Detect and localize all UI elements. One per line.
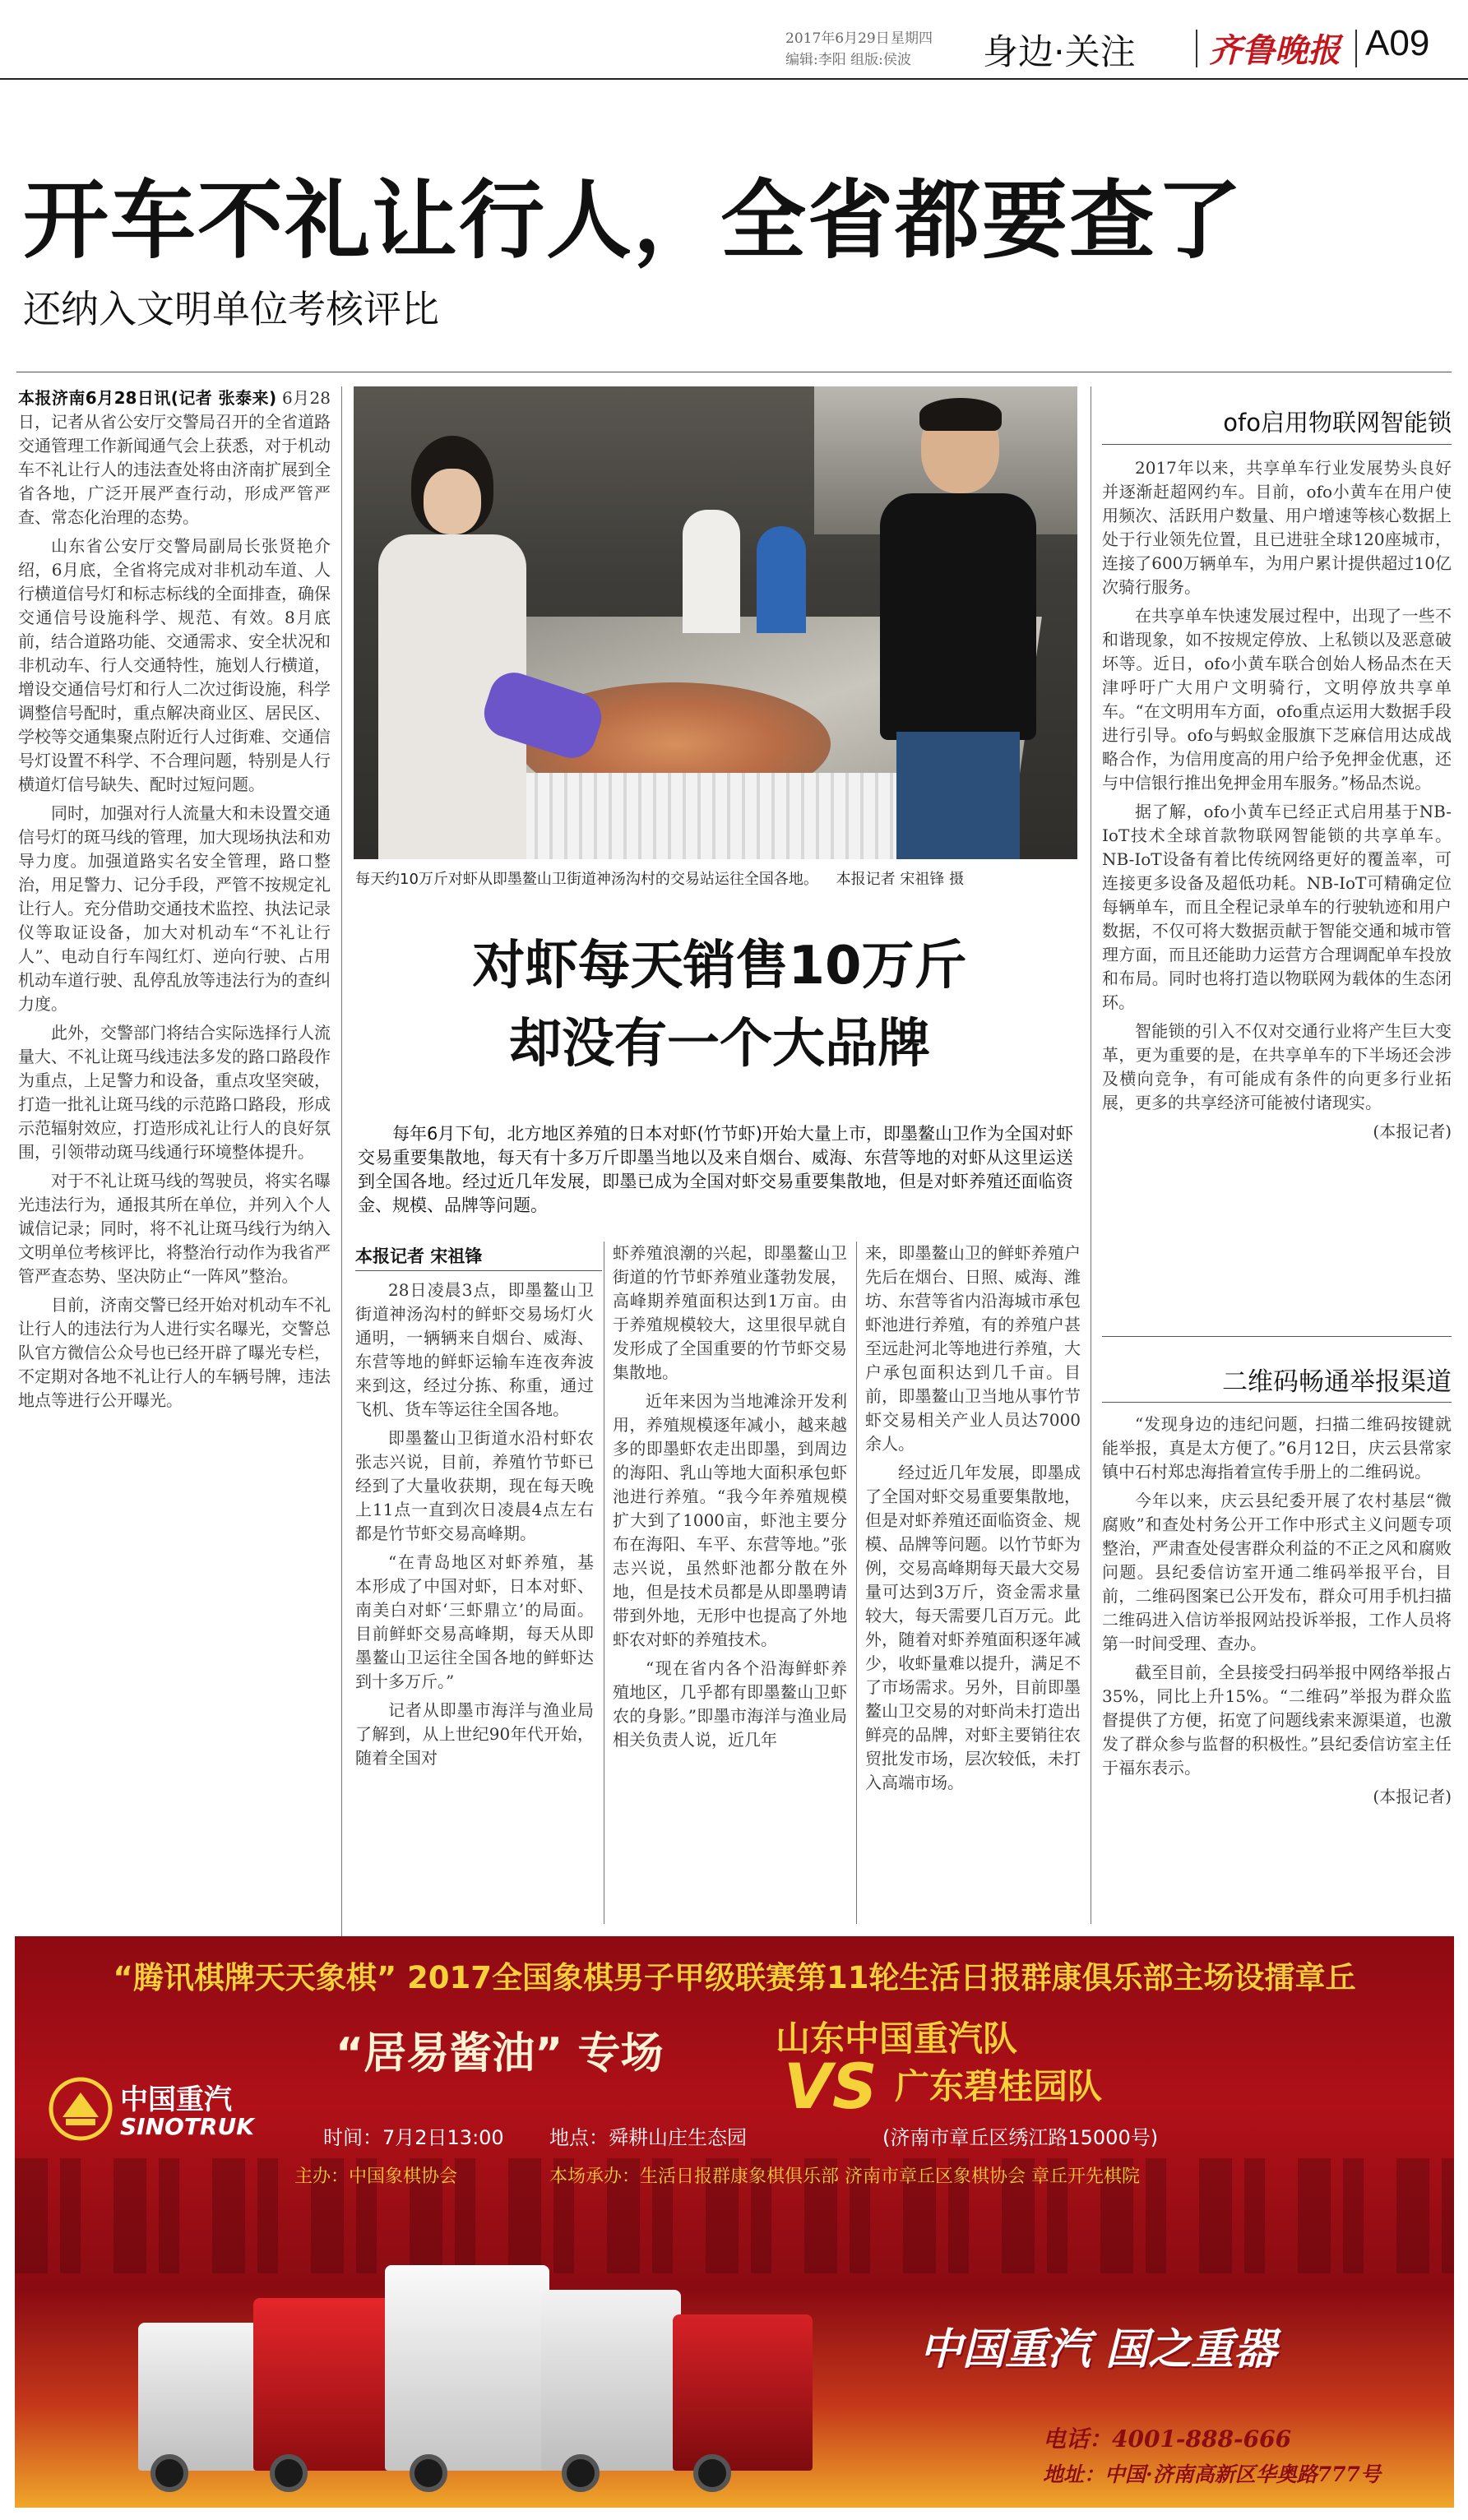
page-number: A09 (1365, 23, 1430, 63)
qr-signoff: (本报记者) (1373, 1787, 1452, 1806)
truck-white-3 (541, 2290, 681, 2471)
photo-caption-text: 每天约10万斤对虾从即墨鳌山卫街道神汤沟村的交易站运往全国各地。 (355, 871, 818, 888)
section-name: 身边·关注 (983, 32, 1136, 73)
shrimp-headline-line2: 却没有一个大品牌 (509, 1014, 930, 1075)
ad-organizer: 本场承办：生活日报群康象棋俱乐部 济南市章丘区象棋协会 章丘开先棋院 (549, 2166, 1140, 2187)
ad-address-2: 地址：中国·济南高新区华奥路777号 (1043, 2462, 1381, 2486)
ofo-title-rule (1102, 444, 1452, 445)
dateline: 本报济南6月28日讯(记者 张泰来) (18, 388, 277, 408)
sinotruk-emblem-icon (48, 2076, 113, 2142)
shrimp-col-1: 28日凌晨3点，即墨鳌山卫街道神汤沟村的鲜虾交易场灯火通明，一辆辆来自烟台、威海、东营等地的鲜虾运输车连夜奔波来到这，经过分拣、称重，通过飞机、货车等运往全国各地。 即墨鳌山卫街道水沿村虾农张志兴说，目前，养殖竹节虾已经到了大量收获期，现在每天晚上11点一直到次日凌晨4点左右都是竹节虾交易高峰期。 “在青岛地区对虾养殖，基本形成了中国对虾，日本对虾、南美白对虾‘三虾鼎立’的局面。目前鲜虾交易高峰期，每天从即墨鳌山卫运往全国各地的鲜虾达到十多万斤。” 记者从即墨市海洋与渔业局了解到，从上世纪90年代开始，随着全国对 (355, 1280, 594, 1768)
truck-row (138, 2249, 878, 2495)
ofo-signoff: (本报记者) (1373, 1121, 1452, 1141)
ad-top-banner: “腾讯棋牌天天象棋” 2017全国象棋男子甲级联赛第11轮生活日报群康俱乐部主场设擂章丘 (113, 1960, 1356, 1995)
ad-phone[interactable]: 电话：4001-888-666 (1043, 2425, 1292, 2453)
paper-logo: 齐鲁晚报 (1209, 31, 1341, 70)
masthead (0, 0, 1468, 82)
truck-red-1 (253, 2298, 393, 2471)
photo-caption (355, 867, 1079, 889)
qr-section-rule-top (1102, 1336, 1452, 1337)
masthead-date: 2017年6月29日 (785, 30, 890, 47)
truck-white (138, 2323, 262, 2471)
shrimp-headline-line1: 对虾每天销售10万斤 (472, 936, 967, 996)
ad-slogan: 中国重汽 国之重器 (919, 2325, 1277, 2374)
ofo-title: ofo启用物联网智能锁 (1223, 409, 1452, 437)
masthead-divider-2 (1355, 30, 1357, 67)
left-article-p0: 本报济南6月28日讯(记者 张泰来) 6月28日，记者从省公安厅交警局召开的全省道路交通管理工作新闻通气会上获悉，对于机动车不礼让行人的违法查处将由济南扩展到全省各地，广泛开展严查行动，形成严管严查、常态化治理的态势。 (18, 388, 331, 527)
sinotruk-logo (48, 2072, 294, 2150)
qr-title: 二维码畅通举报渠道 (1222, 1367, 1452, 1397)
masthead-rule (0, 78, 1468, 80)
left-article-p5: 目前，济南交警已经开始对机动车不礼让行人的违法行为人进行实名曝光，交警总队官方微信公众号也已经开辟了曝光专栏，不定期对各地不礼让行人的车辆号牌，违法地点等进行公开曝光。 (18, 1295, 331, 1410)
left-article-p3: 此外，交警部门将结合实际选择行人流量大、不礼让斑马线违法多发的路口路段作为重点，上足警力和设备，重点攻坚突破，打造一批礼让斑马线的示范路口路段，形成示范辐射效应，打造形成礼让行人的良好氛围，引领带动斑马线通行环境整体提升。 (18, 1023, 331, 1162)
shrimp-photo (354, 386, 1077, 859)
ad-time: 时间：7月2日13:00 (323, 2126, 504, 2149)
shrimp-byline: 本报记者 宋祖锋 (355, 1246, 483, 1266)
masthead-divider-1 (1196, 30, 1197, 67)
ad-special-title: “居易酱油” 专场 (336, 2029, 664, 2078)
center-divider-2 (856, 1242, 857, 1924)
masthead-editors: 编辑:李阳 组版:侯波 (785, 52, 911, 68)
brand-en: SINOTRUK (120, 2113, 254, 2140)
left-article-p2: 同时，加强对行人流量大和未设置交通信号灯的斑马线的管理，加大现场执法和劝导力度。加强道路实名安全管理，路口整治，用足警力、记分手段，严管不按规定礼让行人。充分借助交通技术监控、执法记录仪等取证设备，加大对机动车“不礼让行人”、电动自行车闯红灯、逆向行驶、占用机动车道行驶、乱停乱放等违法行为的查纠力度。 (18, 803, 331, 1014)
shrimp-col-2: 虾养殖浪潮的兴起，即墨鳌山卫街道的竹节虾养殖业蓬勃发展，高峰期养殖面积达到1万亩。由于养殖规模较大，这里很早就自发形成了全国重要的竹节虾交易集散地。 近年来因为当地滩涂开发利用，养殖规模逐年减小，越来越多的即墨虾农走出即墨，到周边的海阳、乳山等地大面积承包虾池进行养殖。“我今年养殖规模扩大到了1000亩，虾池主要分布在海阳、车平、东营等地。”张志兴说，虽然虾池都分散在外地，但是技术员都是从即墨聘请带到外地，无形中也提高了外地虾农对虾的养殖技术。 “现在省内各个沿海鲜虾养殖地区，几乎都有即墨鳌山卫虾农的身影。”即墨市海洋与渔业局相关负责人说，近几年 (613, 1243, 847, 1750)
photo-credit: 本报记者 宋祖锋 摄 (836, 871, 965, 888)
main-headline: 开车不礼让行人，全省都要查了 (23, 170, 1244, 270)
left-article-p4: 对于不礼让斑马线的驾驶员，将实名曝光违法行为，通报其所在单位，并列入个人诚信记录；同时，将不礼让斑马线行为纳入文明单位考核评比，将整治行动作为我省严管严查态势、坚决防止“一阵风”整治。 (18, 1171, 331, 1286)
qr-article: “发现身边的违纪问题，扫描二维码按键就能举报，真是太方便了。”6月12日，庆云县常家镇中石村郑忠海指着宣传手册上的二维码说。 今年以来，庆云县纪委开展了农村基层“微腐败”和查处村务公开工作中形式主义问题专项整治，严肃查处侵害群众利益的不正之风和腐败问题。县纪委信访室开通二维码举报平台，目前，二维码图案已公开发布，群众可用手机扫描二维码进入信访举报网站投诉举报，工作人员将第一时间受理、查办。 截至目前，全县接受扫码举报中网络举报占35%，同比上升15%。“二维码”举报为群众监督提供了方便，拓宽了问题线索来源渠道，也激发了群众参与监督的积极性。”县纪委信访室主任于福东表示。 (本报记者) (1102, 1413, 1452, 1930)
ad-address: (济南市章丘区绣江路15000号) (882, 2126, 1159, 2149)
left-article-p1: 山东省公安厅交警局副局长张贤艳介绍，6月底，全省将完成对非机动车道、人行横道信号灯和标志标线的全面排查，确保交通信号设施科学、规范、有效。8月底前，结合道路功能、交通需求、安全状况和非机动车、行人交通特性，施划人行横道，增设交通信号灯和行人二次过街设施，科学调整信号配时，重点解决商业区、居民区、学校等交通集聚点附近行人过街难、交通信号灯设置不科学、不合理问题，特别是人行横道灯信号缺失、配时过短问题。 (18, 536, 331, 794)
chess-advertisement[interactable] (15, 1936, 1454, 2508)
ad-team-1: 山东中国重汽队 (776, 2018, 1018, 2059)
main-subheadline: 还纳入文明单位考核评比 (23, 287, 439, 331)
ofo-article: 2017年以来，共享单车行业发展势头良好并逐渐赶超网约车。目前，ofo小黄车在用户使用频次、活跃用户数量、用户增速等核心数据上处于行业领先位置，且已进驻全球120座城市，连接了600万辆单车，为用户累计提供超过10亿次骑行服务。 在共享单车快速发展过程中，出现了一些不和谐现象，如不按规定停放、上私锁以及恶意破坏等。近日，ofo小黄车联合创始人杨品杰在天津呼吁广大用户文明骑行，文明停放共享单车。“在文明用车方面，ofo重点运用大数据手段进行引导。ofo与蚂蚁金服旗下芝麻信用达成战略合作，为信用度高的用户给予免押金优惠，还与中信银行推出免押金用车服务。”杨品杰说。 据了解，ofo小黄车已经正式启用基于NB-IoT技术全球首款物联网智能锁的共享单车。NB-IoT设备有着比传统网络更好的覆盖率，可连接更多设备及超低功耗。NB-IoT可精确定位每辆单车，而且全程记录单车的行驶轨迹和用户数据，不仅可将大数据贡献于智能交通和城市管理方面，而且还能助力运营方合理调配单车投放和布局。同时也将打造以物联网为载体的生态闭环。 智能锁的引入不仅对交通行业将产生巨大变革，更为重要的是，在共享单车的下半场还会涉及横向竞争，有可能成有条件的向更多行业拓展，更多的共享经济可能被付诸现实。 (本报记者) (1102, 456, 1452, 1328)
qr-title-rule (1102, 1402, 1452, 1403)
truck-white-2 (385, 2265, 549, 2471)
ad-host: 主办：中国象棋协会 (294, 2166, 458, 2187)
truck-red-2 (673, 2314, 813, 2471)
byline-rule (355, 1270, 602, 1271)
ad-vs: VS (784, 2050, 878, 2123)
ad-team-2: 广东碧桂园队 (895, 2066, 1103, 2106)
shrimp-col-3: 来，即墨鳌山卫的鲜虾养殖户先后在烟台、日照、威海、潍坊、东营等省内沿海城市承包虾池进行养殖，有的养殖户甚至远赴河北等地进行养殖，大户承包面积达到几千亩。目前，即墨鳌山卫当地从事竹节虾交易相关产业人员达7000余人。 经过近几年发展，即墨成了全国对虾交易重要集散地，但是对虾养殖还面临资金、规模、品牌等问题。以竹节虾为例，交易高峰期每天最大交易量可达到3万斤，资金需求量较大，每天需要几百万元。此外，随着对虾养殖面积逐年减少，收虾量难以提升，满足不了市场需求。另外，目前即墨鳌山卫交易的对虾尚未打造出鲜亮的品牌，对虾主要销往农贸批发市场，层次较低，未打入高端市场。 (865, 1243, 1081, 1792)
masthead-weekday: 星期四 (891, 30, 933, 47)
shrimp-intro: 每年6月下旬，北方地区养殖的日本对虾(竹节虾)开始大量上市，即墨鳌山卫作为全国对虾交易重要集散地，每天有十多万斤即墨当地以及来自烟台、威海、东营等地的对虾从这里运送到全国各地。经过近几年发展，即墨已成为全国对虾交易重要集散地，但是对虾养殖还面临资金、规模、品牌等问题。 (358, 1124, 1073, 1215)
ad-venue: 地点：舜耕山庄生态园 (549, 2126, 747, 2149)
brand-cn: 中国重汽 (120, 2083, 232, 2116)
